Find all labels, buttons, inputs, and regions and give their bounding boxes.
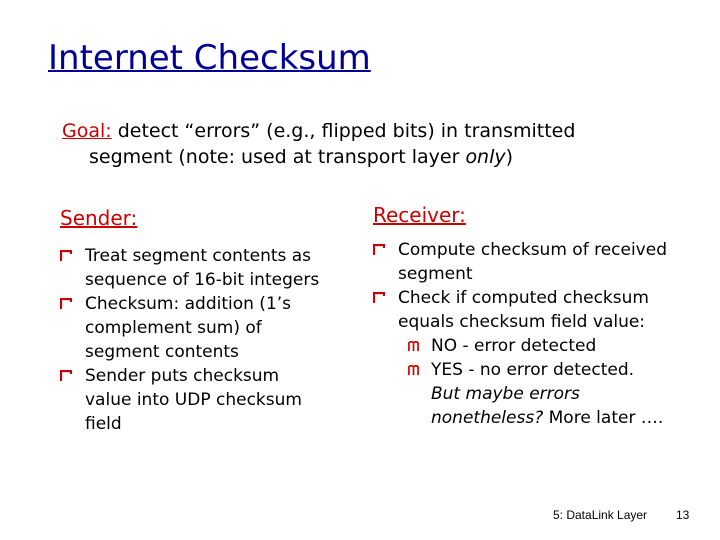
goal-text-line2-post: ) xyxy=(505,146,514,168)
sender-item xyxy=(60,364,330,436)
goal-label: Goal: xyxy=(62,120,112,142)
footer-page-number: 13 xyxy=(676,508,690,522)
red-r-bullet-icon xyxy=(373,244,385,256)
goal-text-emphasis: only xyxy=(465,146,506,168)
receiver-item-text: Check if computed checksum equals checksum field value: xyxy=(398,288,649,332)
red-m-bullet-icon xyxy=(408,365,419,376)
receiver-sub-list xyxy=(398,334,693,430)
footer-chapter-label: 5: DataLink Layer xyxy=(553,508,648,522)
goal-text-line2-pre: segment (note: used at transport layer xyxy=(89,146,466,168)
sender-item-text: Treat segment contents as sequence of 16-bit integers xyxy=(85,246,320,290)
slide-title: Internet Checksum xyxy=(48,38,371,78)
receiver-sub-item-text: YES - no error detected. xyxy=(431,360,635,380)
receiver-sub-item xyxy=(398,358,693,430)
goal-statement xyxy=(62,118,702,170)
receiver-note-emphasis: But maybe errors nonetheless? xyxy=(431,384,580,428)
receiver-item xyxy=(373,238,693,286)
receiver-note-text: More later …. xyxy=(543,408,664,428)
receiver-sub-item xyxy=(398,334,693,358)
goal-text-line2 xyxy=(62,144,702,170)
red-r-bullet-icon xyxy=(60,370,72,382)
receiver-list xyxy=(373,238,693,430)
receiver-item xyxy=(373,286,693,430)
receiver-item-text: Compute checksum of received segment xyxy=(398,240,667,284)
red-r-bullet-icon xyxy=(373,292,385,304)
red-r-bullet-icon xyxy=(60,298,72,310)
sender-heading: Sender: xyxy=(60,206,138,230)
red-m-bullet-icon xyxy=(408,341,419,352)
sender-item xyxy=(60,244,330,292)
sender-item-text: Sender puts checksum value into UDP checksum field xyxy=(85,366,302,434)
red-r-bullet-icon xyxy=(60,250,72,262)
sender-list xyxy=(60,244,330,436)
receiver-sub-item-text: NO - error detected xyxy=(431,336,597,356)
sender-item xyxy=(60,292,330,364)
receiver-heading: Receiver: xyxy=(373,203,466,227)
sender-item-text: Checksum: addition (1’s complement sum) of segment contents xyxy=(85,294,292,362)
goal-text-line1: detect “errors” (e.g., flipped bits) in transmitted xyxy=(111,120,576,142)
